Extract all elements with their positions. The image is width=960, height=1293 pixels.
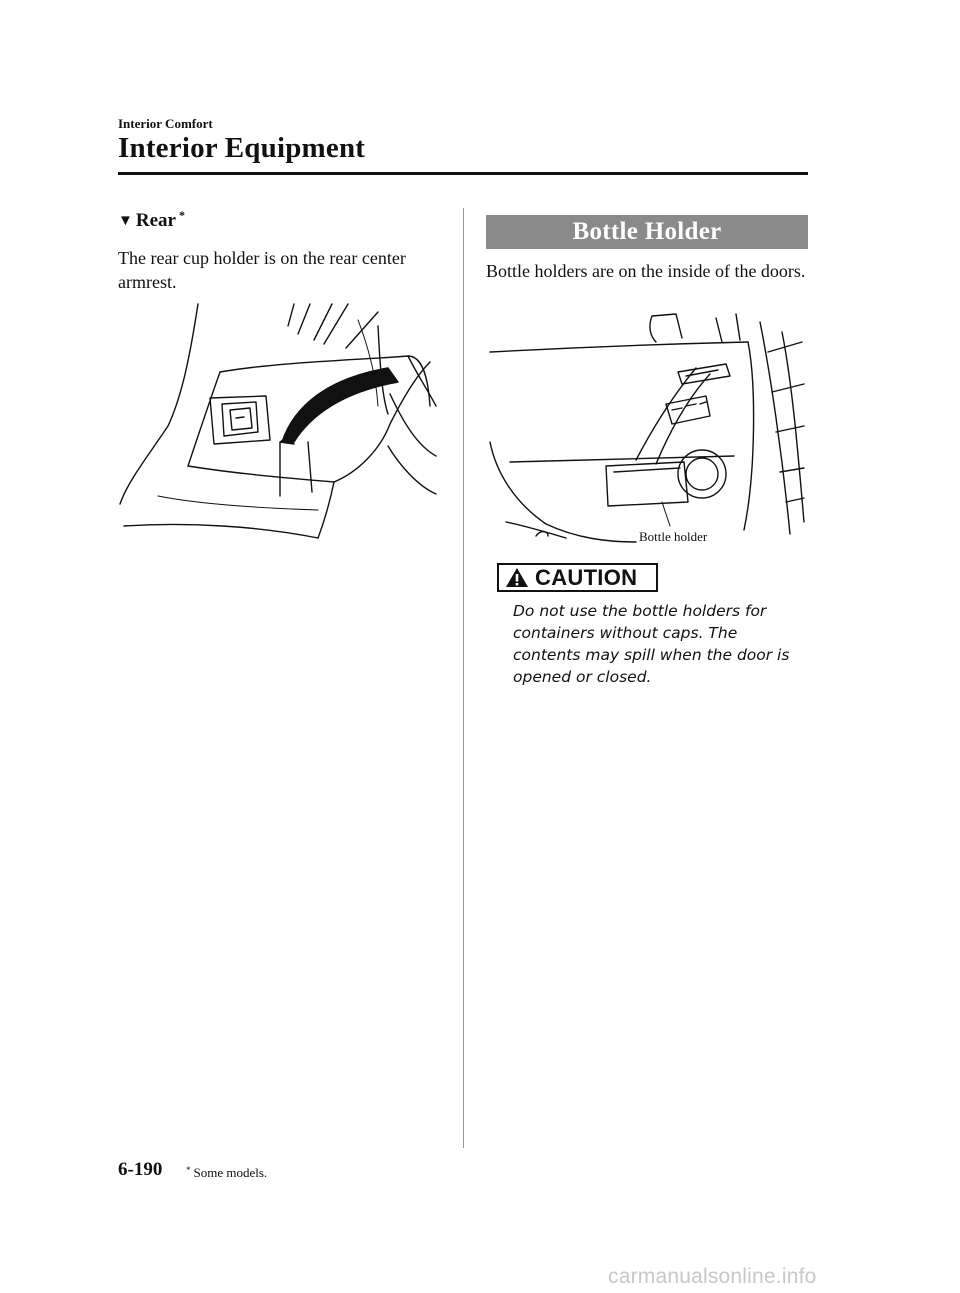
rear-heading-text: Rear — [135, 210, 176, 231]
some-models-note-text: Some models. — [193, 1165, 268, 1180]
warning-triangle-icon — [505, 567, 529, 588]
rear-armrest-cup-holder-illustration — [118, 296, 438, 540]
some-models-note — [186, 1165, 267, 1181]
some-models-star-icon: * — [178, 208, 185, 222]
caution-text: Do not use the bottle holders for containers without caps. The contents may spill when the door is opened or closed. — [513, 602, 790, 686]
some-models-star-icon: * — [186, 1165, 191, 1175]
watermark: carmanualsonline.info — [608, 1265, 817, 1288]
section-label: Interior Comfort — [118, 116, 213, 131]
bottle-holder-body-text: Bottle holders are on the inside of the doors. — [486, 261, 806, 281]
door-bottle-holder-illustration — [486, 312, 808, 546]
caution-label-box — [497, 563, 658, 592]
bottle-holder-title-band — [486, 215, 808, 249]
bottle-holder-title: Bottle Holder — [572, 218, 722, 245]
bottle-holder-callout-label: Bottle holder — [639, 529, 708, 544]
rear-heading — [118, 210, 185, 232]
triangle-marker-icon: ▼ — [118, 213, 133, 229]
chapter-title: Interior Equipment — [118, 132, 366, 164]
column-divider — [463, 208, 464, 1148]
caution-label: CAUTION — [535, 564, 638, 590]
header-rule — [118, 172, 808, 175]
page-number: 6-190 — [118, 1159, 163, 1180]
rear-body-text: The rear cup holder is on the rear center armrest. — [118, 248, 406, 292]
